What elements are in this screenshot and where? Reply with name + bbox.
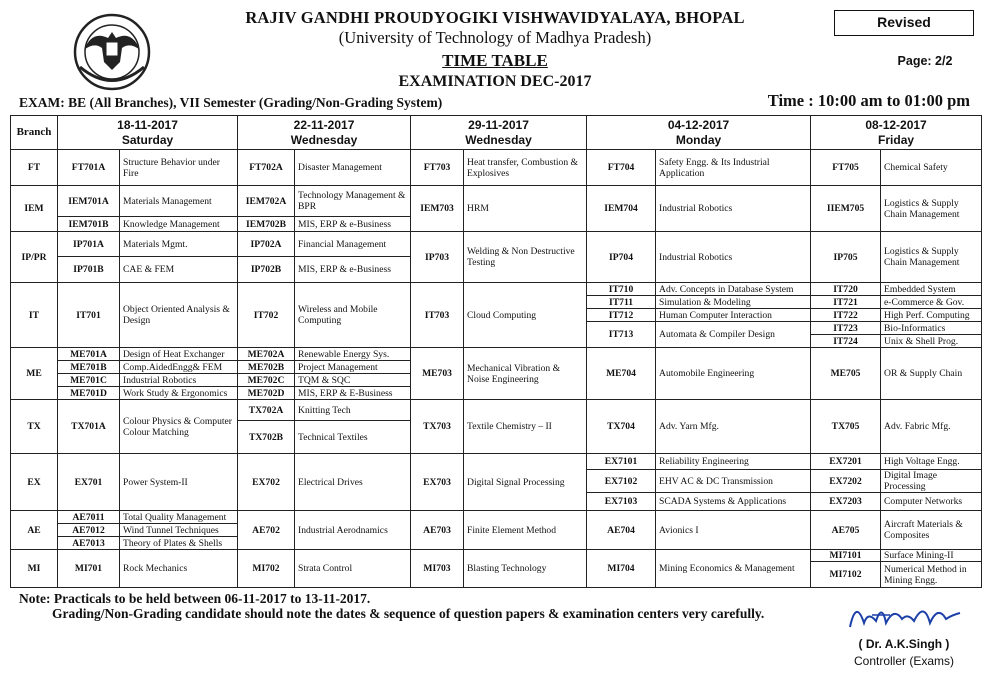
branch-cell: IP/PR <box>11 232 58 283</box>
subject-code: EX7201 <box>811 454 881 470</box>
subject-name: TQM & SQC <box>295 374 411 387</box>
subject-name: Technical Textiles <box>295 421 411 454</box>
subject-code: TX702A <box>238 400 295 421</box>
subject-name: Electrical Drives <box>295 454 411 511</box>
table-row <box>11 186 982 217</box>
subject-code: EX701 <box>58 454 120 511</box>
table-row <box>11 454 982 470</box>
practicals-note: Note: Practicals to be held between 06-11-2017 to 13-11-2017. <box>19 591 371 606</box>
date-1: 18-11-2017 <box>117 117 178 132</box>
subject-code: IP701B <box>58 257 120 283</box>
day-5: Friday <box>878 132 915 147</box>
subject-code: IP704 <box>587 232 656 283</box>
signatory-role: Controller (Exams) <box>853 654 955 668</box>
subject-name: Knitting Tech <box>295 400 411 421</box>
subject-code: EX702 <box>238 454 295 511</box>
subject-name: Automobile Engineering <box>656 348 811 400</box>
subject-code: IEM701A <box>58 186 120 217</box>
subject-code: IT722 <box>811 309 881 322</box>
subject-name: Wireless and Mobile Computing <box>295 283 411 348</box>
subject-name: Design of Heat Exchanger <box>120 348 238 361</box>
subject-code: FT705 <box>811 150 881 186</box>
branch-header: Branch <box>11 116 58 150</box>
subject-code: ME702B <box>238 361 295 374</box>
subject-code: TX701A <box>58 400 120 454</box>
subject-code: ME701A <box>58 348 120 361</box>
subject-name: Surface Mining-II <box>881 550 982 562</box>
table-row <box>11 150 982 186</box>
day-3: Wednesday <box>465 132 532 147</box>
subject-code: TX703 <box>411 400 464 454</box>
subject-code: IEM704 <box>587 186 656 232</box>
subject-code: MI7102 <box>811 562 881 588</box>
subject-code: IEM703 <box>411 186 464 232</box>
subject-code: TX702B <box>238 421 295 454</box>
subject-code: AE7011 <box>58 511 120 524</box>
subject-name: HRM <box>464 186 587 232</box>
table-row <box>11 232 982 257</box>
subject-name: Reliability Engineering <box>656 454 811 470</box>
university-emblem <box>70 12 154 92</box>
subject-name: Wind Tunnel Techniques <box>120 524 238 537</box>
subject-code: EX7102 <box>587 470 656 493</box>
subject-code: IEM702A <box>238 186 295 217</box>
subject-name: Logistics & Supply Chain Management <box>881 186 982 232</box>
subject-name: Heat transfer, Combustion & Explosives <box>464 150 587 186</box>
subject-name: Aircraft Materials & Composites <box>881 511 982 550</box>
subject-code: ME701B <box>58 361 120 374</box>
subject-code: ME701D <box>58 387 120 400</box>
subject-name: Finite Element Method <box>464 511 587 550</box>
subject-code: FT701A <box>58 150 120 186</box>
day-4: Monday <box>675 132 722 147</box>
subject-code: IP702B <box>238 257 295 283</box>
subject-code: IEM702B <box>238 217 295 232</box>
header-row <box>11 116 982 150</box>
date-2: 22-11-2017 <box>293 117 355 132</box>
subject-code: EX703 <box>411 454 464 511</box>
subject-code: IT712 <box>587 309 656 322</box>
subject-code: ME702A <box>238 348 295 361</box>
branch-cell: AE <box>11 511 58 550</box>
subject-code: AE705 <box>811 511 881 550</box>
exam-time: Time : 10:00 am to 01:00 pm <box>767 91 970 110</box>
subject-name: Adv. Fabric Mfg. <box>881 400 982 454</box>
subject-name: Industrial Aerodnamics <box>295 511 411 550</box>
subject-name: Welding & Non Destructive Testing <box>464 232 587 283</box>
candidate-note: Grading/Non-Grading candidate should note the dates & sequence of question papers & examination centers very carefully. <box>52 606 765 621</box>
subject-code: IIEM705 <box>811 186 881 232</box>
subject-code: ME705 <box>811 348 881 400</box>
subject-code: IT701 <box>58 283 120 348</box>
subject-name: Power System-II <box>120 454 238 511</box>
branch-cell: IT <box>11 283 58 348</box>
subject-name: OR & Supply Chain <box>881 348 982 400</box>
university-subtitle: (University of Technology of Madhya Pradesh) <box>338 28 652 47</box>
subject-name: MIS, ERP & e-Business <box>295 217 411 232</box>
subject-name: Mining Economics & Management <box>656 550 811 588</box>
signature <box>842 593 982 633</box>
subject-name: Strata Control <box>295 550 411 588</box>
table-row <box>11 283 982 296</box>
subject-name: Industrial Robotics <box>120 374 238 387</box>
exam-session: EXAMINATION DEC-2017 <box>398 73 592 90</box>
exam-line: EXAM: BE (All Branches), VII Semester (Grading/Non-Grading System) <box>19 95 443 110</box>
subject-code: IP701A <box>58 232 120 257</box>
subject-name: Avionics I <box>656 511 811 550</box>
subject-name: Adv. Concepts in Database System <box>656 283 811 296</box>
date-header-3 <box>411 116 587 150</box>
subject-code: IT720 <box>811 283 881 296</box>
timetable <box>10 115 982 588</box>
subject-code: IT713 <box>587 322 656 348</box>
subject-code: AE7012 <box>58 524 120 537</box>
date-header-1 <box>58 116 238 150</box>
subject-name: EHV AC & DC Transmission <box>656 470 811 493</box>
page-number: Page: 2/2 <box>897 54 953 68</box>
subject-name: Industrial Robotics <box>656 232 811 283</box>
subject-name: High Voltage Engg. <box>881 454 982 470</box>
table-row <box>11 511 982 524</box>
subject-name: Structure Behavior under Fire <box>120 150 238 186</box>
subject-name: Knowledge Management <box>120 217 238 232</box>
branch-cell: IEM <box>11 186 58 232</box>
subject-code: IT724 <box>811 335 881 348</box>
subject-name: Adv. Yarn Mfg. <box>656 400 811 454</box>
subject-code: MI704 <box>587 550 656 588</box>
subject-name: Renewable Energy Sys. <box>295 348 411 361</box>
university-name: RAJIV GANDHI PROUDYOGIKI VISHWAVIDYALAYA, BHOPAL <box>245 8 745 27</box>
subject-name: Total Quality Management <box>120 511 238 524</box>
subject-name: MIS, ERP & e-Business <box>295 257 411 283</box>
subject-code: MI701 <box>58 550 120 588</box>
subject-name: Automata & Compiler Design <box>656 322 811 348</box>
subject-name: Numerical Method in Mining Engg. <box>881 562 982 588</box>
subject-code: AE7013 <box>58 537 120 550</box>
subject-code: ME702C <box>238 374 295 387</box>
table-row <box>11 550 982 562</box>
subject-name: Comp.AidedEngg& FEM <box>120 361 238 374</box>
subject-name: Object Oriented Analysis & Design <box>120 283 238 348</box>
subject-name: Industrial Robotics <box>656 186 811 232</box>
subject-name: Project Management <box>295 361 411 374</box>
subject-code: IT703 <box>411 283 464 348</box>
table-row <box>11 348 982 361</box>
subject-name: Bio-Informatics <box>881 322 982 335</box>
subject-code: IT721 <box>811 296 881 309</box>
subject-name: Rock Mechanics <box>120 550 238 588</box>
subject-name: Technology Management & BPR <box>295 186 411 217</box>
subject-name: Safety Engg. & Its Industrial Application <box>656 150 811 186</box>
branch-cell: TX <box>11 400 58 454</box>
subject-name: Disaster Management <box>295 150 411 186</box>
subject-name: High Perf. Computing <box>881 309 982 322</box>
subject-code: TX704 <box>587 400 656 454</box>
date-header-5 <box>811 116 982 150</box>
date-4: 04-12-2017 <box>667 117 730 132</box>
subject-code: EX7101 <box>587 454 656 470</box>
subject-code: IT710 <box>587 283 656 296</box>
date-3: 29-11-2017 <box>468 117 529 132</box>
subject-name: SCADA Systems & Applications <box>656 493 811 511</box>
subject-code: AE704 <box>587 511 656 550</box>
date-header-2 <box>238 116 411 150</box>
subject-name: Digital Image Processing <box>881 470 982 493</box>
subject-code: EX7202 <box>811 470 881 493</box>
subject-code: ME704 <box>587 348 656 400</box>
subject-name: Cloud Computing <box>464 283 587 348</box>
date-5: 08-12-2017 <box>865 117 927 132</box>
subject-code: EX7103 <box>587 493 656 511</box>
subject-name: CAE & FEM <box>120 257 238 283</box>
subject-name: Work Study & Ergonomics <box>120 387 238 400</box>
subject-name: Colour Physics & Computer Colour Matching <box>120 400 238 454</box>
subject-code: IT702 <box>238 283 295 348</box>
day-2: Wednesday <box>290 132 358 147</box>
subject-code: ME702D <box>238 387 295 400</box>
branch-cell: ME <box>11 348 58 400</box>
subject-code: MI703 <box>411 550 464 588</box>
subject-code: IT723 <box>811 322 881 335</box>
date-header-4 <box>587 116 811 150</box>
branch-cell: EX <box>11 454 58 511</box>
subject-name: Materials Management <box>120 186 238 217</box>
subject-name: Logistics & Supply Chain Management <box>881 232 982 283</box>
table-row <box>11 400 982 421</box>
subject-code: ME703 <box>411 348 464 400</box>
subject-name: Mechanical Vibration & Noise Engineering <box>464 348 587 400</box>
day-1: Saturday <box>121 132 174 147</box>
subject-name: Unix & Shell Prog. <box>881 335 982 348</box>
subject-code: IP702A <box>238 232 295 257</box>
subject-name: Textile Chemistry – II <box>464 400 587 454</box>
subject-code: FT702A <box>238 150 295 186</box>
subject-name: Human Computer Interaction <box>656 309 811 322</box>
subject-name: Materials Mgmt. <box>120 232 238 257</box>
revised-badge: Revised <box>834 10 974 36</box>
branch-cell: MI <box>11 550 58 588</box>
subject-code: ME701C <box>58 374 120 387</box>
branch-cell: FT <box>11 150 58 186</box>
subject-code: IEM701B <box>58 217 120 232</box>
subject-name: e-Commerce & Gov. <box>881 296 982 309</box>
subject-code: EX7203 <box>811 493 881 511</box>
subject-code: IP705 <box>811 232 881 283</box>
subject-code: MI7101 <box>811 550 881 562</box>
subject-code: AE702 <box>238 511 295 550</box>
subject-code: FT703 <box>411 150 464 186</box>
subject-name: Blasting Technology <box>464 550 587 588</box>
subject-code: TX705 <box>811 400 881 454</box>
signatory-name: ( Dr. A.K.Singh ) <box>858 637 950 651</box>
subject-name: Theory of Plates & Shells <box>120 537 238 550</box>
subject-name: Embedded System <box>881 283 982 296</box>
document-title: TIME TABLE <box>442 51 548 70</box>
subject-name: Computer Networks <box>881 493 982 511</box>
subject-code: MI702 <box>238 550 295 588</box>
subject-name: MIS, ERP & E-Business <box>295 387 411 400</box>
subject-code: FT704 <box>587 150 656 186</box>
subject-code: IP703 <box>411 232 464 283</box>
subject-name: Chemical Safety <box>881 150 982 186</box>
subject-code: AE703 <box>411 511 464 550</box>
subject-name: Digital Signal Processing <box>464 454 587 511</box>
subject-code: IT711 <box>587 296 656 309</box>
subject-name: Simulation & Modeling <box>656 296 811 309</box>
subject-name: Financial Management <box>295 232 411 257</box>
